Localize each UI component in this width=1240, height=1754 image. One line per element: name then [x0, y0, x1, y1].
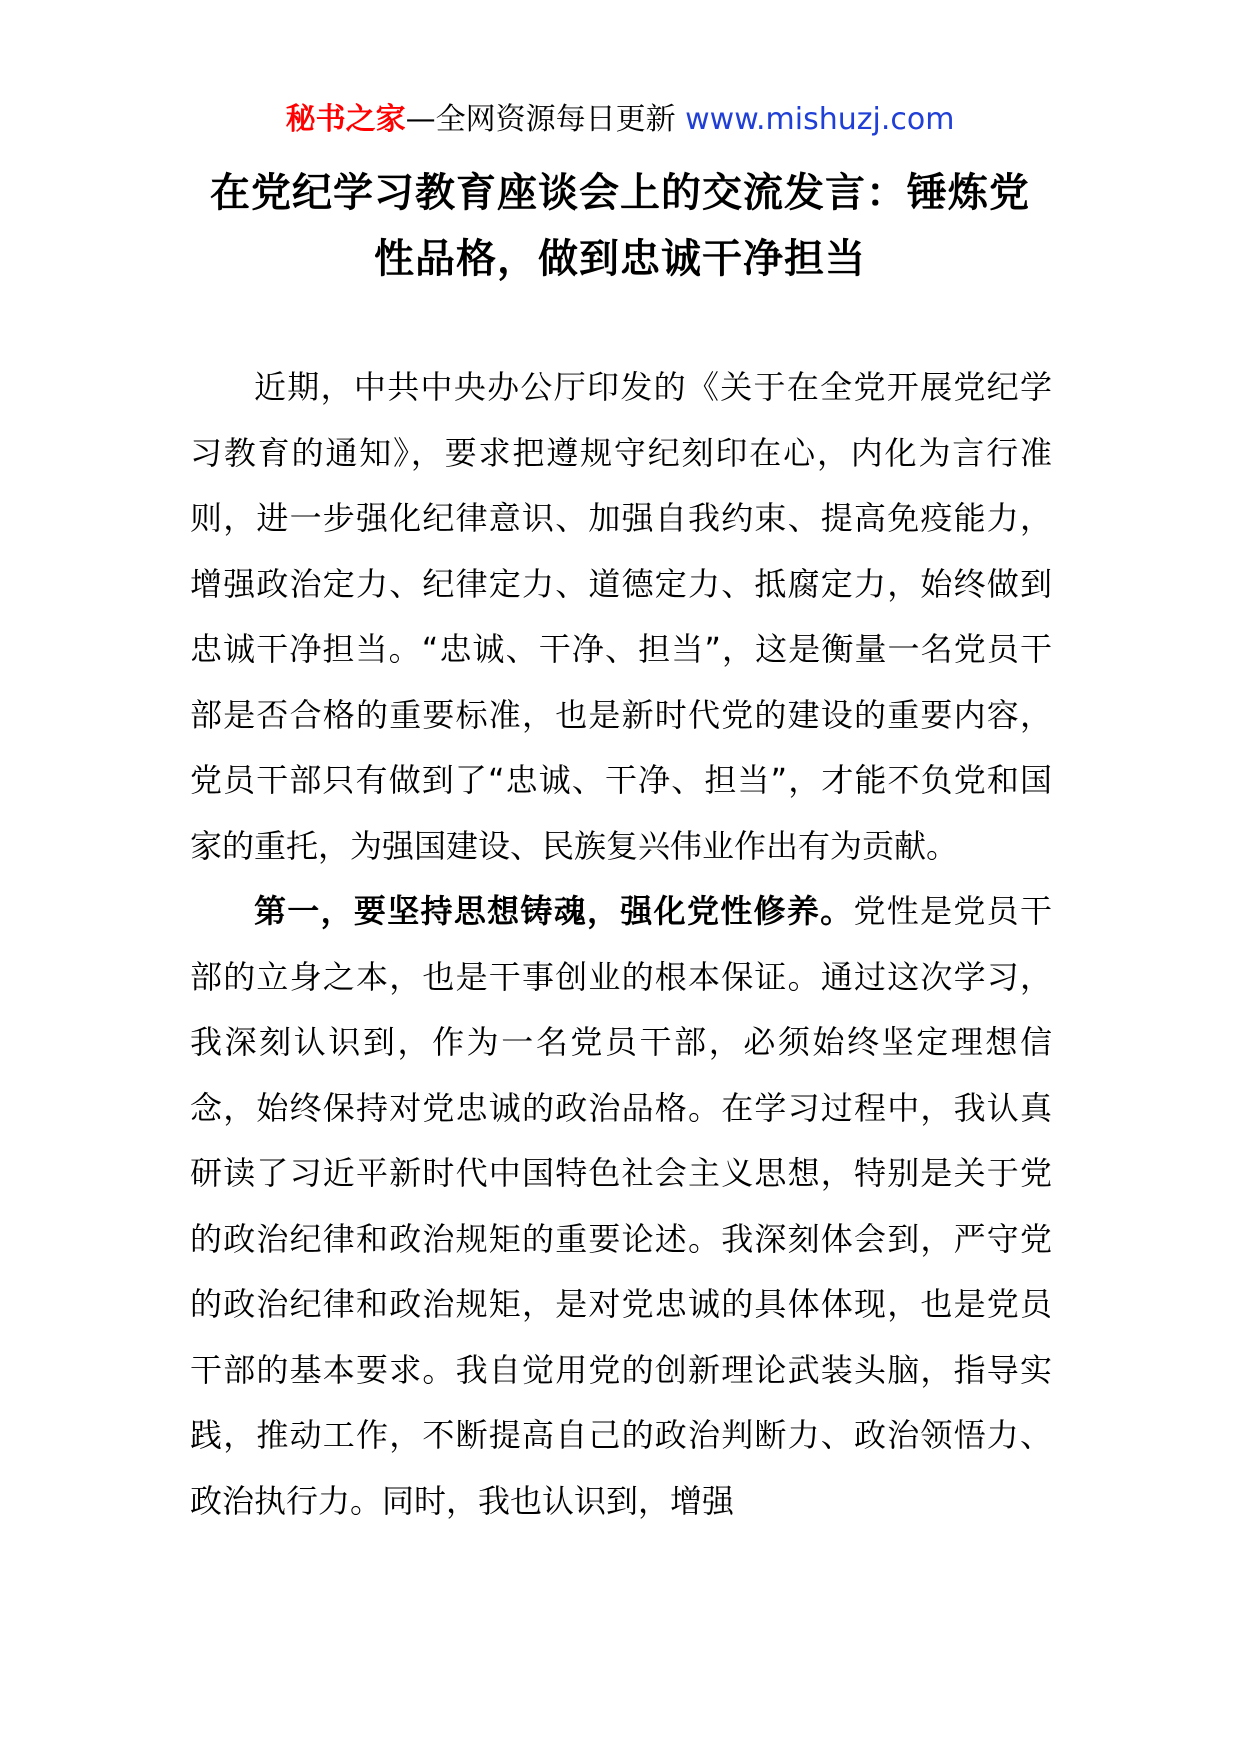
header-tagline: —全网资源每日更新: [405, 102, 676, 137]
brand-name: 秘书之家: [285, 102, 406, 137]
document-body: [190, 355, 1052, 1534]
paragraph-2-lead: 第一，要坚持思想铸魂，强化党性修养。: [254, 892, 854, 930]
title-line-1: 在党纪学习教育座谈会上的交流发言：锤炼党: [210, 170, 1030, 216]
site-url-link[interactable]: www.mishuzj.com: [685, 102, 955, 137]
title-line-2: 性品格，做到忠诚干净担当: [374, 236, 866, 282]
paragraph-1: 近期，中共中央办公厅印发的《关于在全党开展党纪学习教育的通知》，要求把遵规守纪刻印在心，内化为言行准则，进一步强化纪律意识、加强自我约束、提高免疫能力，增强政治定力、纪律定力、道德定力、抵腐定力，始终做到忠诚干净担当。“忠诚、干净、担当”，这是衡量一名党员干部是否合格的重要标准，也是新时代党的建设的重要内容，党员干部只有做到了“忠诚、干净、担当”，才能不负党和国家的重托，为强国建设、民族复兴伟业作出有为贡献。: [190, 368, 1052, 865]
document-title: [150, 160, 1090, 292]
paragraph-2-text: 党性是党员干部的立身之本，也是干事创业的根本保证。通过这次学习，我深刻认识到，作为一名党员干部，必须始终坚定理想信念，始终保持对党忠诚的政治品格。在学习过程中，我认真研读了习近平新时代中国特色社会主义思想，特别是关于党的政治纪律和政治规矩的重要论述。我深刻体会到，严守党的政治纪律和政治规矩，是对党忠诚的具体体现，也是党员干部的基本要求。我自觉用党的创新理论武装头脑，指导实践，推动工作，不断提高自己的政治判断力、政治领悟力、政治执行力。同时，我也认识到，增强: [190, 892, 1052, 1520]
paragraph-2: [190, 879, 1052, 1534]
site-header: [0, 100, 1240, 140]
